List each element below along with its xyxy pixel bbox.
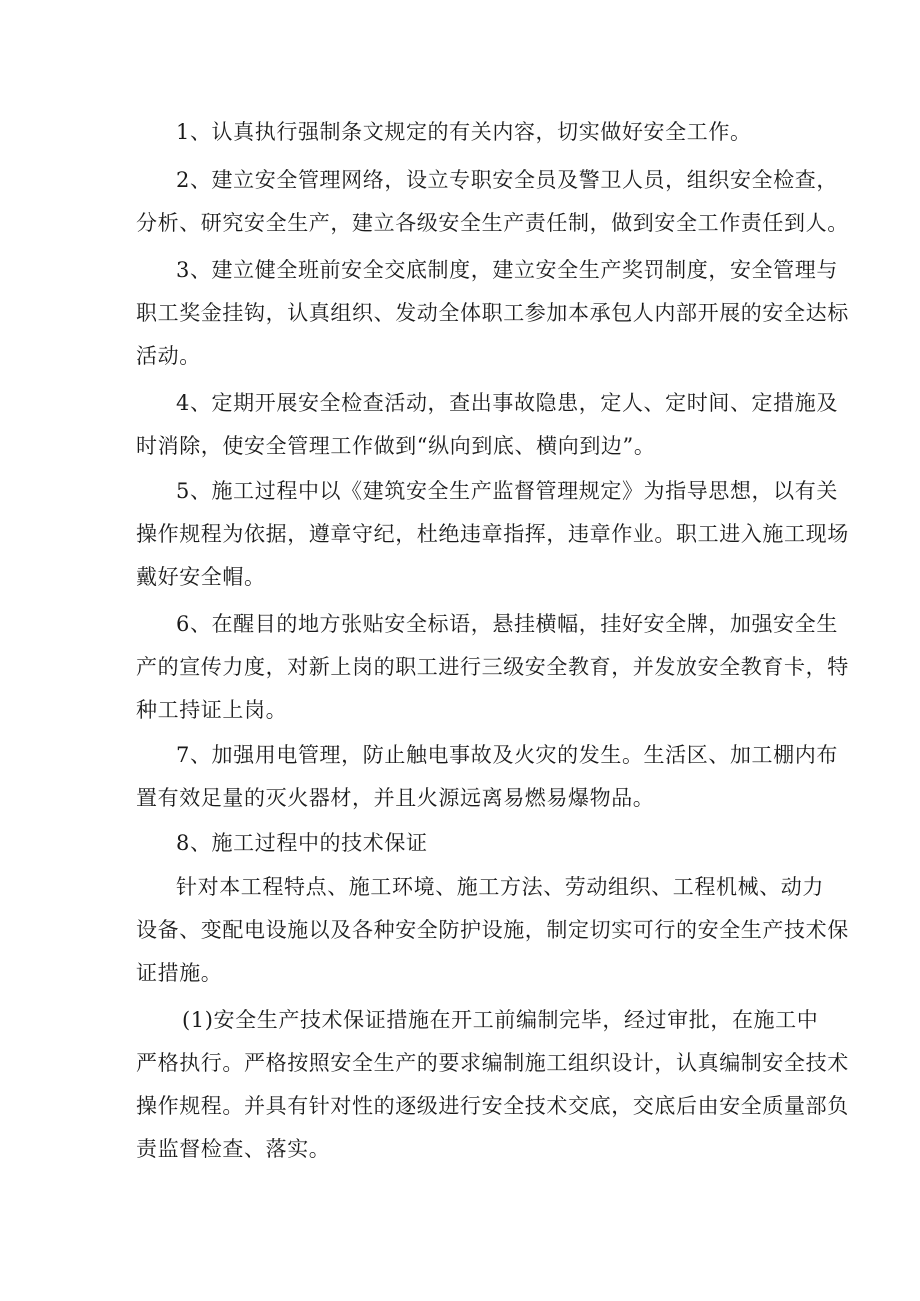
document-page: 1、认真执行强制条文规定的有关内容，切实做好安全工作。 2、建立安全管理网络，设立专职安全员及警卫人员，组织安全检查， 分析、研究安全生产，建立各级安全生产责任制，做到安全工作责任到人。 3、建立健全班前安全交底制度，建立安全生产奖罚制度，安全管理与 职工奖金挂钩，认真组织、发动全体职工参加本承包人内部开展的安全达标 活动。 4、定期开展安全检查活动，查出事故隐患，定人、定时间、定措施及 时消除，使安全管理工作做到“纵向到底、横向到边”。 5、施工过程中以《建筑安全生产监督管理规定》为指导思想，以有关 操作规程为依据，遵章守纪，杜绝违章指挥，违章作业。职工进入施工现场 戴好安全帽。 6、在醒目的地方张贴安全标语，悬挂横幅，挂好安全牌，加强安全生 产的宣传力度，对新上岗的职工进行三级安全教育，并发放安全教育卡，特 种工持证上岗。 7、加强用电管理，防止触电事故及火灾的发生。生活区、加工棚内布 置有效足量的灭火器材，并且火源远离易燃易爆物品。 8、施工过程中的技术保证 针对本工程特点、施工环境、施工方法、劳动组织、工程机械、动力 设备、变配电设施以及各种安全防护设施，制定切实可行的安全生产技术保 证措施。 (1)安全生产技术保证措施在开工前编制完毕，经过审批，在施工中 严格执行。严格按照安全生产的要求编制施工组织设计，认真编制安全技术 操作规程。并具有针对性的逐级进行安全技术交底，交底后由安全质量部负 责监督检查、落实。	[136, 120, 849, 1161]
